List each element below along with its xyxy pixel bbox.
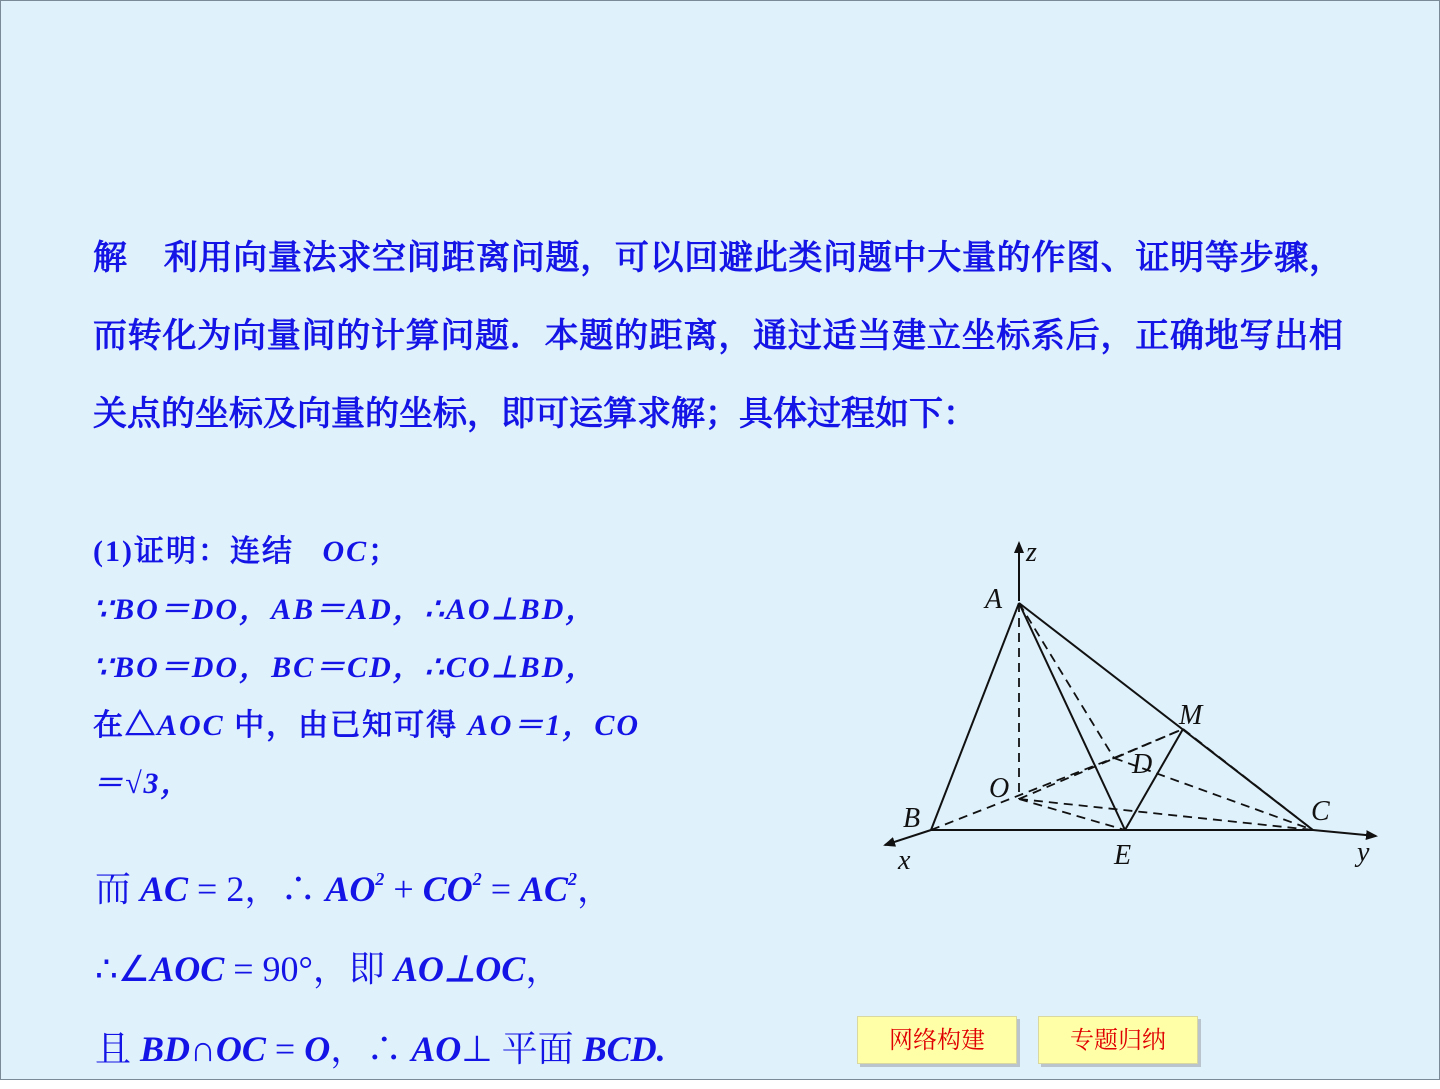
c1-eq2: =: [481, 869, 521, 909]
c2-a: ∴∠: [95, 949, 151, 989]
c1-co: CO: [422, 869, 473, 909]
c2-b: = 90°，即: [224, 949, 394, 989]
proof-conclusion: [95, 839, 666, 1089]
c1-sup-3: 2: [568, 869, 578, 889]
c3-a: 且: [95, 1029, 141, 1069]
c2-aoc: AOC: [150, 949, 225, 989]
label-d: D: [1132, 749, 1153, 780]
label-m: M: [1179, 700, 1203, 731]
proof-line-1-prefix: (1)证明：连结: [93, 535, 294, 568]
topic-summary-button[interactable]: 专题归纳: [1038, 1016, 1198, 1064]
label-c: C: [1311, 796, 1330, 827]
label-z: z: [1026, 537, 1037, 568]
proof-line-2: ∵BO＝DO，AB＝AD，∴AO⊥BD，: [93, 593, 598, 626]
solution-tag: 解: [93, 238, 128, 278]
geometry-figure: [871, 531, 1391, 891]
c1-ac2: AC: [520, 869, 569, 909]
conclusion-line-3: [95, 1009, 666, 1089]
c2-math: AO⊥OC: [393, 949, 526, 989]
label-b: B: [903, 803, 921, 834]
proof-line-3: ∵BO＝DO，BC＝CD，∴CO⊥BD，: [93, 651, 598, 684]
label-x: x: [898, 845, 911, 876]
proof-block: [93, 523, 640, 813]
edge-ad: [1019, 603, 1114, 758]
c3-b: =: [265, 1029, 305, 1069]
c3-ao: AO: [411, 1029, 462, 1069]
c3-bcd: BCD.: [582, 1029, 666, 1069]
solution-text: 利用向量法求空间距离问题，可以回避此类问题中大量的作图、证明等步骤，而转化为向量间的计算问题．本题的距离，通过适当建立坐标系后，正确地写出相关点的坐标及向量的坐标，即可运算求解；具体过程如下：: [93, 238, 1344, 434]
label-y: y: [1357, 837, 1370, 868]
edge-oe: [1019, 799, 1125, 830]
edge-bd: [931, 758, 1114, 830]
label-e: E: [1114, 840, 1132, 871]
proof-line-5: ＝√3，: [93, 767, 193, 800]
c1-eq: = 2，∴: [188, 869, 326, 909]
c1-prefix: 而: [95, 869, 141, 909]
c1-ao: AO: [325, 869, 376, 909]
proof-line-1: [93, 523, 640, 581]
network-build-button[interactable]: 网络构建: [857, 1016, 1017, 1064]
conclusion-line-2: [95, 929, 666, 1009]
edge-oc: [1019, 799, 1313, 830]
proof-line-4-prefix: 在△: [93, 709, 157, 742]
edge-ae: [1019, 603, 1125, 830]
proof-line-1-suffix: ；: [368, 535, 401, 568]
tetrahedron-diagram: [871, 531, 1391, 891]
label-o: O: [989, 773, 1010, 804]
proof-line-4: [93, 697, 640, 755]
c1-end: ，: [577, 869, 614, 909]
y-axis: [1313, 830, 1376, 836]
c3-o: O: [304, 1029, 331, 1069]
c3-math: BD∩OC: [140, 1029, 266, 1069]
conclusion-line-1: [95, 839, 666, 929]
c1-ac: AC: [140, 869, 189, 909]
c1-sup-1: 2: [375, 869, 385, 889]
proof-line-4-mid: 中，由已知可得: [224, 709, 468, 742]
c2-end: ，: [525, 949, 562, 989]
solution-intro: [93, 219, 1343, 453]
label-a: A: [985, 584, 1003, 615]
c1-plus: +: [384, 869, 423, 909]
proof-line-4-math2: AO＝1，CO: [467, 709, 641, 742]
proof-line-1-math: OC: [322, 535, 369, 568]
proof-line-4-math1: AOC: [157, 709, 225, 742]
c3-c: ，∴: [330, 1029, 412, 1069]
c1-sup-2: 2: [472, 869, 482, 889]
c3-d: ⊥ 平面: [461, 1029, 583, 1069]
